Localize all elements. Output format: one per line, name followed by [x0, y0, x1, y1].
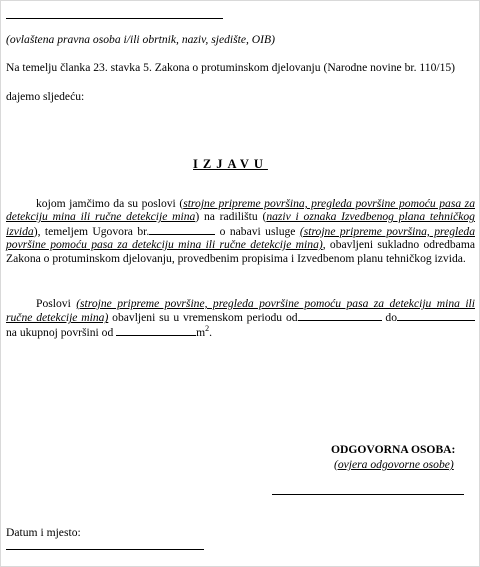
contract-number-blank[interactable] [149, 224, 215, 235]
date-place-line[interactable] [6, 549, 204, 550]
signature-line[interactable] [272, 494, 464, 495]
legal-basis: Na temelju članka 23. stavka 5. Zakona o protuminskom djelovanju (Narodne novine br. 110/15) [6, 61, 456, 74]
we-give-text: dajemo sljedeću: [6, 90, 85, 103]
period-to-blank[interactable] [397, 310, 475, 321]
issuer-line [6, 18, 223, 19]
issuer-hint: (ovlaštena pravna osoba i/ili obrtnik, naziv, sjedište, OIB) [6, 33, 275, 46]
paragraph-guarantee: kojom jamčimo da su poslovi (strojne pripreme površina, pregleda površine pomoću pasa za detekciju mina ili ručne detekcije mina) na radilištu (naziv i oznaka Izvedbenog plana tehničkog izvida), temeljem Ugovora br. o nabavi usluge (strojne pripreme površina, pregleda površine pomoću pasa za detekciju mina ili ručne detekcije mina), obavljeni sukladno odredbama Zakona o protuminskom djelovanju, provedbenim propisima i Izvedbenom planu tehničkog izvida. [6, 197, 475, 265]
period-from-blank[interactable] [298, 310, 382, 321]
responsible-person-title: ODGOVORNA OSOBA: [331, 443, 456, 456]
responsible-person-hint: (ovjera odgovorne osobe) [334, 458, 454, 471]
document-title: IZJAVU [193, 157, 268, 171]
date-place-label: Datum i mjesto: [6, 526, 81, 539]
paragraph-period: Poslovi (strojne pripreme površine, pregleda površine pomoću pasa za detekciju mina ili ručne detekcije mina) obavljeni su u vremenskom periodu od do na ukupnoj površini od $m^2$. [6, 297, 475, 339]
area-blank[interactable] [116, 325, 196, 336]
